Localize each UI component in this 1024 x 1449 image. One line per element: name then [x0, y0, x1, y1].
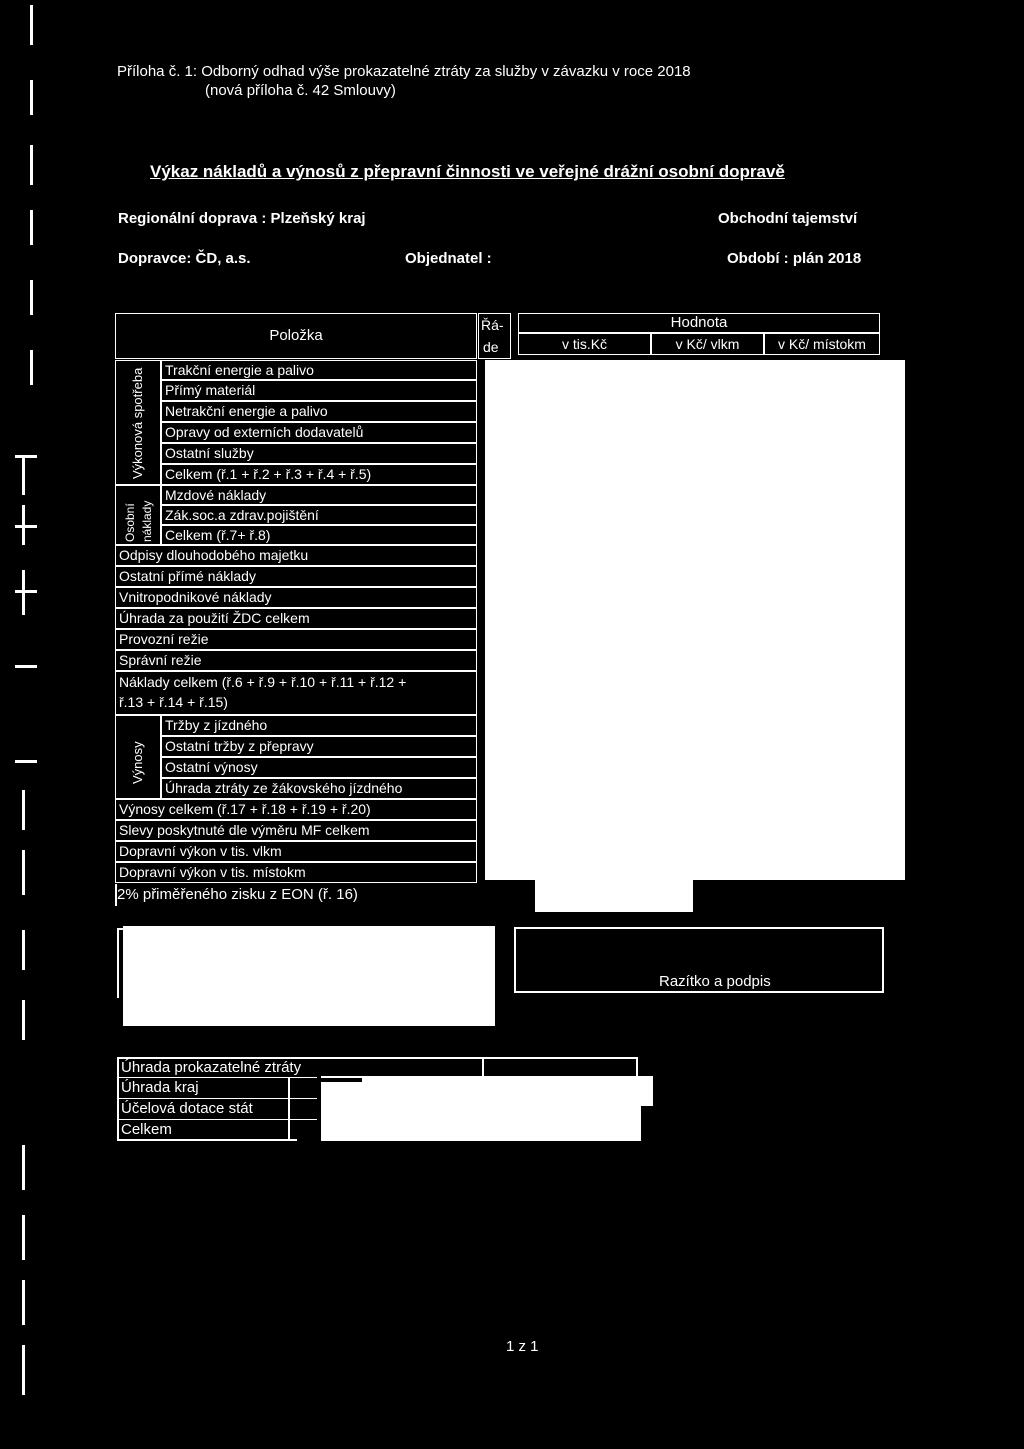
table-row: Dopravní výkon v tis. místokm [115, 862, 477, 883]
table-row: Výnosy celkem (ř.17 + ř.18 + ř.19 + ř.20) [115, 799, 477, 820]
scan-edge-mark [22, 1145, 25, 1190]
scan-edge-mark [22, 505, 25, 545]
table-row: Správní režie [115, 650, 477, 671]
table-row: Ostatní přímé náklady [115, 566, 477, 587]
table-row: Vnitropodnikové náklady [115, 587, 477, 608]
scan-edge-mark [15, 590, 37, 593]
summary-row: Účelová dotace stát [121, 1100, 253, 1117]
group-vykonova-label: Výkonová spotřeba [130, 367, 145, 479]
summary-row: Úhrada prokazatelné ztráty [121, 1059, 302, 1076]
scan-edge-mark [15, 455, 37, 458]
summary-row-divider [117, 1119, 317, 1120]
redacted-signature-area [123, 926, 495, 1026]
column-header-row-number [478, 313, 511, 359]
values-area [485, 360, 905, 880]
summary-col-divider-top [482, 1057, 484, 1077]
page-number: 1 z 1 [506, 1338, 539, 1355]
signature-box-left-border [117, 928, 119, 998]
summary-row: Celkem [121, 1121, 172, 1138]
region-label: Regionální doprava : Plzeňský kraj [118, 210, 366, 227]
group-vynosy [115, 715, 161, 799]
group-osobni-label-1: Osobní [123, 503, 137, 542]
group-vynosy-label: Výnosy [130, 741, 145, 784]
group-osobni-label-2: náklady [140, 500, 154, 542]
table-row: Provozní režie [115, 629, 477, 650]
summary-row-divider [117, 1098, 317, 1099]
redacted-summary-values [321, 1104, 641, 1141]
scan-edge-mark [30, 280, 33, 315]
client-label: Objednatel : [405, 250, 492, 267]
column-header-item: Položka [115, 313, 477, 359]
carrier-label: Dopravce: ČD, a.s. [118, 250, 251, 267]
profit-row-left-border [115, 884, 117, 906]
table-row: Mzdové náklady [161, 485, 477, 505]
table-row: Úhrada ztráty ze žákovského jízdného [161, 778, 477, 799]
scan-edge-mark [22, 1345, 25, 1395]
table-row-line-2: ř.13 + ř.14 + ř.15) [119, 694, 228, 710]
table-row: Celkem (ř.1 + ř.2 + ř.3 + ř.4 + ř.5) [161, 464, 477, 485]
column-header-row-b: de [483, 339, 499, 355]
table-row: Opravy od externích dodavatelů [161, 422, 477, 443]
table-row-profit: 2% přiměřeného zisku z EON (ř. 16) [117, 886, 358, 903]
group-vykonova-spotreba [115, 360, 161, 485]
table-row: Úhrada za použití ŽDC celkem [115, 608, 477, 629]
group-osobni-naklady [115, 485, 161, 545]
summary-row: Úhrada kraj [121, 1079, 199, 1096]
scan-edge-mark [22, 850, 25, 895]
values-area-extension [535, 880, 693, 912]
summary-row-divider [117, 1077, 317, 1078]
table-row: Slevy poskytnuté dle výměru MF celkem [115, 820, 477, 841]
scan-edge-mark [15, 665, 37, 668]
table-row: Přímý materiál [161, 380, 477, 401]
scan-edge-mark [22, 930, 25, 970]
table-row: Ostatní služby [161, 443, 477, 464]
stamp-label: Razítko a podpis [659, 973, 771, 990]
scan-edge-mark [15, 525, 37, 528]
table-row-line-1: Náklady celkem (ř.6 + ř.9 + ř.10 + ř.11 + ř.12 + [119, 674, 407, 690]
scan-edge-mark [22, 790, 25, 830]
scan-edge-mark [22, 1000, 25, 1040]
summary-right-border [636, 1057, 638, 1077]
scan-edge-mark [30, 5, 33, 45]
table-row [115, 671, 477, 715]
scan-edge-mark [22, 1215, 25, 1260]
document-title: Výkaz nákladů a výnosů z přepravní činnosti ve veřejné drážní osobní dopravě [150, 162, 785, 181]
attachment-subheading: (nová příloha č. 42 Smlouvy) [205, 82, 396, 99]
table-row: Odpisy dlouhodobého majetku [115, 545, 477, 566]
scan-edge-mark [22, 455, 25, 495]
column-header-row-a: Řá- [481, 317, 504, 333]
summary-col-divider [288, 1078, 290, 1140]
column-header-tis: v tis.Kč [518, 333, 651, 355]
table-row: Ostatní výnosy [161, 757, 477, 778]
table-row: Netrakční energie a palivo [161, 401, 477, 422]
scan-edge-mark [22, 1280, 25, 1325]
column-header-mistokm: v Kč/ místokm [764, 333, 880, 355]
table-row: Trakční energie a palivo [161, 360, 477, 380]
scan-edge-mark [30, 210, 33, 245]
table-row: Tržby z jízdného [161, 715, 477, 736]
scan-edge-mark [30, 80, 33, 115]
redaction-edge [314, 1078, 362, 1082]
summary-bottom-border [117, 1139, 297, 1141]
column-header-vlkm: v Kč/ vlkm [651, 333, 764, 355]
scan-edge-mark [30, 350, 33, 385]
table-row: Zák.soc.a zdrav.pojištění [161, 505, 477, 525]
table-row: Celkem (ř.7+ ř.8) [161, 525, 477, 545]
redacted-summary-values [321, 1076, 653, 1106]
trade-secret-label: Obchodní tajemství [718, 210, 858, 227]
period-label: Období : plán 2018 [727, 250, 862, 267]
table-row: Dopravní výkon v tis. vlkm [115, 841, 477, 862]
table-row: Ostatní tržby z přepravy [161, 736, 477, 757]
scan-edge-mark [30, 145, 33, 185]
attachment-heading: Příloha č. 1: Odborný odhad výše prokazatelné ztráty za služby v závazku v roce 2018 [117, 63, 691, 80]
column-header-value: Hodnota [518, 313, 880, 333]
scan-edge-mark [15, 760, 37, 763]
scan-edge-mark [22, 570, 25, 615]
